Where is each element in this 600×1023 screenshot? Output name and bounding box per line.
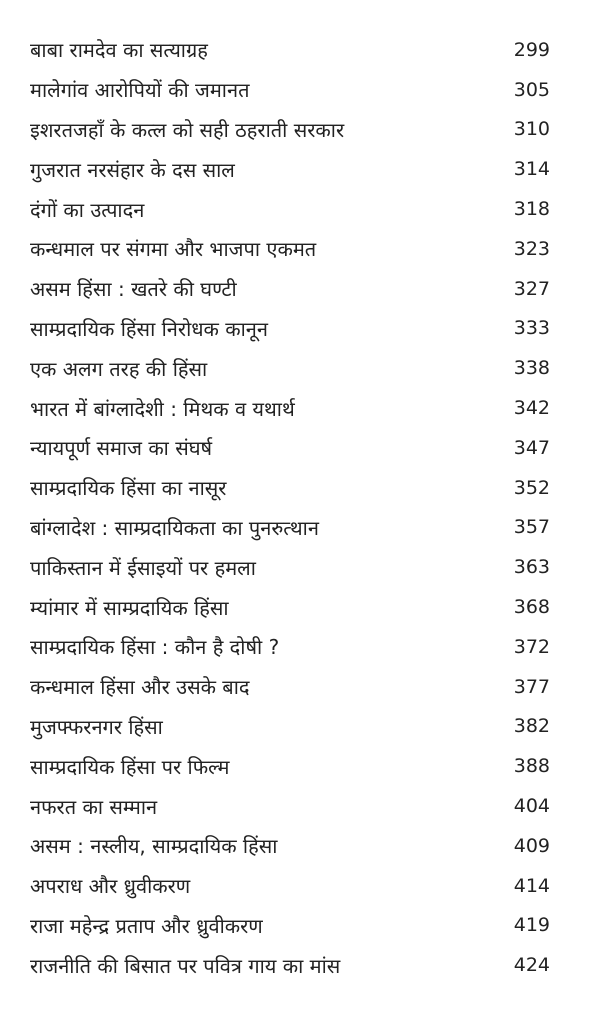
toc-entry (30, 309, 550, 349)
table-of-contents (30, 30, 550, 985)
toc-entry (30, 110, 550, 150)
toc-entry-page: 388 (513, 755, 550, 778)
toc-entry-page: 333 (513, 317, 550, 340)
toc-entry (30, 587, 550, 627)
toc-entry (30, 627, 550, 667)
toc-entry-page: 382 (513, 715, 550, 738)
toc-entry-page: 368 (513, 596, 550, 619)
toc-entry-page: 314 (513, 158, 550, 181)
toc-entry (30, 866, 550, 906)
toc-entry-title: नफरत का सम्मान (30, 794, 158, 819)
toc-entry-page: 327 (513, 277, 550, 300)
toc-entry (30, 30, 550, 70)
toc-entry-page: 305 (513, 78, 550, 101)
toc-entry-page: 310 (513, 118, 550, 141)
toc-entry-page: 419 (513, 914, 550, 937)
toc-entry-title: राजा महेन्द्र प्रताप और ध्रुवीकरण (30, 913, 263, 938)
toc-entry (30, 229, 550, 269)
toc-entry-title: मालेगांव आरोपियों की जमानत (30, 78, 250, 103)
toc-entry-title: साम्प्रदायिक हिंसा का नासूर (30, 476, 227, 501)
toc-entry-title: साम्प्रदायिक हिंसा पर फिल्म (30, 754, 230, 779)
toc-entry-page: 377 (513, 675, 550, 698)
toc-entry-page: 299 (513, 38, 550, 61)
toc-entry-page: 404 (513, 795, 550, 818)
toc-entry (30, 269, 550, 309)
toc-entry-title: साम्प्रदायिक हिंसा निरोधक कानून (30, 316, 269, 341)
toc-entry-title: असम हिंसा : खतरे की घण्टी (30, 277, 237, 302)
toc-entry-page: 342 (513, 397, 550, 420)
toc-entry-page: 363 (513, 556, 550, 579)
toc-entry-title: बांग्लादेश : साम्प्रदायिकता का पुनरुत्थान (30, 515, 319, 540)
toc-entry-title: एक अलग तरह की हिंसा (30, 356, 208, 381)
toc-entry (30, 945, 550, 985)
toc-entry-page: 424 (513, 954, 550, 977)
toc-entry-title: गुजरात नरसंहार के दस साल (30, 157, 235, 182)
toc-entry-page: 409 (513, 834, 550, 857)
toc-entry (30, 508, 550, 548)
toc-entry (30, 428, 550, 468)
toc-entry (30, 547, 550, 587)
toc-entry (30, 906, 550, 946)
toc-entry-title: इशरतजहाँ के कत्ल को सही ठहराती सरकार (30, 117, 345, 142)
toc-entry (30, 348, 550, 388)
toc-entry (30, 746, 550, 786)
toc-entry-page: 318 (513, 198, 550, 221)
toc-entry-page: 414 (513, 874, 550, 897)
toc-entry-page: 372 (513, 635, 550, 658)
toc-entry-page: 338 (513, 357, 550, 380)
toc-entry (30, 388, 550, 428)
toc-entry-title: भारत में बांग्लादेशी : मिथक व यथार्थ (30, 396, 295, 421)
toc-entry-title: दंगों का उत्पादन (30, 197, 145, 222)
toc-entry (30, 149, 550, 189)
toc-entry (30, 667, 550, 707)
toc-entry-title: कन्धमाल पर संगमा और भाजपा एकमत (30, 237, 317, 262)
toc-entry-page: 323 (513, 237, 550, 260)
toc-entry (30, 468, 550, 508)
toc-entry-title: कन्धमाल हिंसा और उसके बाद (30, 675, 250, 700)
toc-entry-title: अपराध और ध्रुवीकरण (30, 874, 191, 899)
toc-entry-title: राजनीति की बिसात पर पवित्र गाय का मांस (30, 953, 341, 978)
toc-entry-page: 347 (513, 436, 550, 459)
toc-entry (30, 189, 550, 229)
toc-entry (30, 826, 550, 866)
toc-entry-page: 357 (513, 516, 550, 539)
toc-entry-title: बाबा रामदेव का सत्याग्रह (30, 38, 208, 63)
toc-entry-title: साम्प्रदायिक हिंसा : कौन है दोषी ? (30, 635, 280, 660)
toc-entry (30, 70, 550, 110)
toc-entry-page: 352 (513, 476, 550, 499)
toc-entry-title: न्यायपूर्ण समाज का संघर्ष (30, 436, 213, 461)
toc-entry (30, 707, 550, 747)
toc-entry-title: असम : नस्लीय, साम्प्रदायिक हिंसा (30, 834, 278, 859)
toc-entry-title: म्यांमार में साम्प्रदायिक हिंसा (30, 595, 229, 620)
toc-entry-title: मुजफ्फरनगर हिंसा (30, 714, 163, 739)
toc-entry-title: पाकिस्तान में ईसाइयों पर हमला (30, 555, 256, 580)
toc-entry (30, 786, 550, 826)
